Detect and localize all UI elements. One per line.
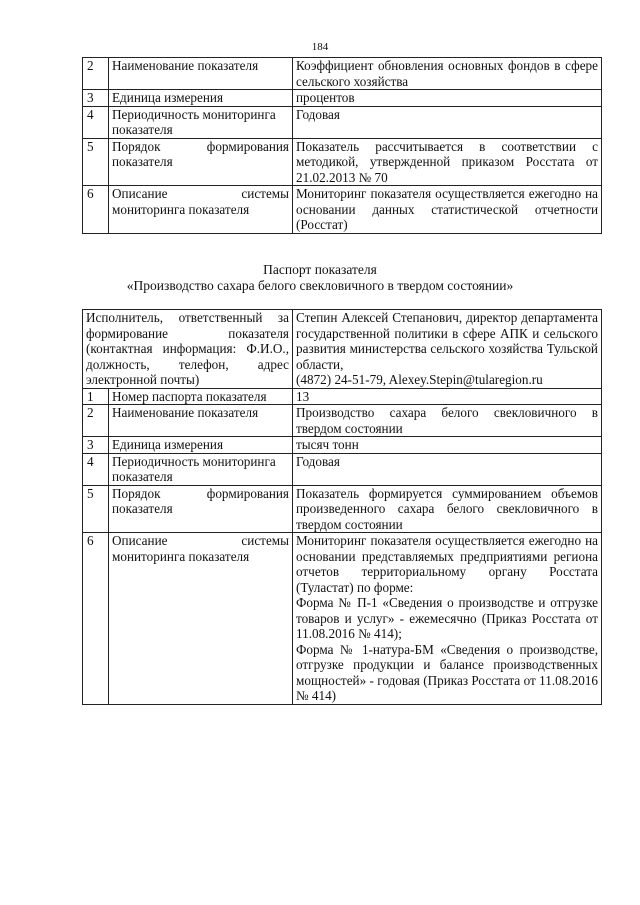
row-number: 6 [83,186,109,234]
responsible-person: Степин Алексей Степанович, директор департамента государственной политики в сфере АПК и сельского развития министерства сельского хозяйства Тульской области, [296,310,598,372]
monitoring-description: Мониторинг показателя осуществляется ежегодно на основании представляемых предприятиями региона отчетов территориальному органу Росстата (Туластат) по форме: [296,533,598,595]
row-label: Описание системы мониторинга показателя [109,533,293,705]
row-label: Наименование показателя [109,405,293,437]
responsible-label: Исполнитель, ответственный за формирование показателя (контактная информация: Ф.И.О., должность, телефон, адрес электронной почты) [83,310,293,389]
row-number: 3 [83,437,109,454]
row-number: 6 [83,533,109,705]
row-value: Производство сахара белого свекловичного в твердом состоянии [293,405,602,437]
table-row [83,405,602,437]
table-row [83,90,602,107]
table-row [83,106,602,138]
responsible-value [293,310,602,389]
row-value: процентов [293,90,602,107]
row-label: Периодичность мониторинга показателя [109,453,293,485]
row-number: 4 [83,453,109,485]
table-row [83,186,602,234]
table-row [83,310,602,389]
row-label: Порядок формирования показателя [109,138,293,186]
row-value: Показатель формируется суммированием объемов произведенного сахара белого свекловичного в твердом состоянии [293,485,602,533]
form-p1: Форма № П-1 «Сведения о производстве и отгрузке товаров и услуг» - ежемесячно (Приказ Росстата от 11.08.2016 № 414); [296,595,598,641]
row-label: Номер паспорта показателя [109,388,293,405]
row-number: 2 [83,58,109,90]
row-value: Показатель рассчитывается в соответствии с методикой, утвержденной приказом Росстата от 21.02.2013 № 70 [293,138,602,186]
table-row [83,453,602,485]
row-value [293,533,602,705]
row-number: 2 [83,405,109,437]
passport-heading: Паспорт показателя [263,262,377,277]
row-label: Единица измерения [109,90,293,107]
row-value: Мониторинг показателя осуществляется ежегодно на основании данных статистической отчетности (Росстат) [293,186,602,234]
passport-indicator-name: «Производство сахара белого свекловичного в твердом состоянии» [126,278,514,293]
row-label: Единица измерения [109,437,293,454]
indicator-passport-table [82,309,602,705]
passport-title [0,262,640,294]
row-value: Годовая [293,453,602,485]
row-label: Порядок формирования показателя [109,485,293,533]
row-value: 13 [293,388,602,405]
responsible-contact: (4872) 24-51-79, Alexey.Stepin@tularegion.ru [296,372,543,387]
form-1-natura-bm: Форма № 1-натура-БМ «Сведения о производстве, отгрузке продукции и балансе производственных мощностей» - годовая (Приказ Росстата от 11.08.2016 № 414) [296,641,598,703]
indicator-table-continued [82,57,602,234]
table-row [83,138,602,186]
row-value: Коэффициент обновления основных фондов в сфере сельского хозяйства [293,58,602,90]
row-value: тысяч тонн [293,437,602,454]
row-number: 3 [83,90,109,107]
row-value: Годовая [293,106,602,138]
table-row [83,533,602,705]
row-number: 5 [83,485,109,533]
table-row [83,58,602,90]
table-row [83,485,602,533]
row-label: Описание системы мониторинга показателя [109,186,293,234]
row-label: Наименование показателя [109,58,293,90]
table-row [83,388,602,405]
page-number: 184 [311,41,329,53]
row-number: 5 [83,138,109,186]
row-label: Периодичность мониторинга показателя [109,106,293,138]
table-row [83,437,602,454]
row-number: 4 [83,106,109,138]
row-number: 1 [83,388,109,405]
